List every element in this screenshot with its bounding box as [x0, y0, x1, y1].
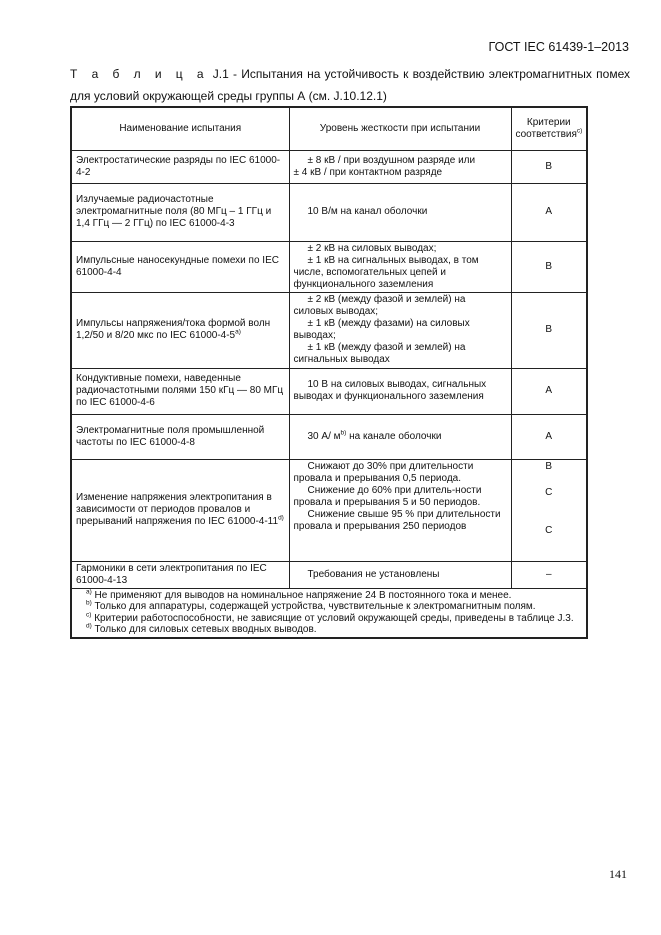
level-line: Требования не установлены: [307, 568, 440, 580]
test-level: [289, 292, 511, 368]
table-notes-row: [71, 588, 587, 638]
header-level: Уровень жесткости при испытании: [289, 107, 511, 150]
header-criteria: [511, 107, 587, 150]
test-name: Гармоники в сети электропитания по IEC 61000-4-13: [71, 561, 289, 588]
test-criteria: А: [511, 183, 587, 241]
caption-word-table: Т а б л и ц а: [70, 67, 209, 81]
footnote: [76, 601, 582, 613]
level-line: ± 1 кВ на сигнальных выводах, в том числе, вспомогательных цепей и функционального заземления: [293, 254, 479, 290]
footnote-text: Только для силовых сетевых вводных выводов.: [91, 624, 317, 635]
test-level: [289, 241, 511, 292]
test-name-text: Импульсы напряжения/тока формой волн 1,2/50 и 8/20 мкс по IEC 61000-4-5: [76, 318, 271, 341]
level-main: 30 А/ м: [307, 430, 341, 442]
table-row: [71, 241, 587, 292]
test-name: Импульсные наносекундные помехи по IEC 61000-4-4: [71, 241, 289, 292]
footnote: [76, 624, 582, 636]
footnote-mark: d): [86, 622, 92, 630]
test-criteria: А: [511, 368, 587, 414]
level-line: [294, 431, 507, 443]
level-line: ± 8 кВ / при воздушном разряде или: [307, 154, 476, 166]
table-header-row: [71, 107, 587, 150]
criteria-line: С: [545, 524, 553, 536]
test-name-sup: d): [278, 514, 284, 522]
footnote-mark: a): [86, 588, 92, 596]
test-name-sup: a): [235, 328, 241, 336]
standard-code: ГОСТ IEC 61439-1–2013: [488, 40, 629, 54]
test-name: Кондуктивные помехи, наведенные радиочастотными полями 150 кГц — 80 МГц по IEC 61000-4-6: [71, 368, 289, 414]
footnote-mark: b): [86, 599, 92, 607]
level-line: 10 В/м на канал оболочки: [307, 206, 428, 217]
level-line: ± 2 кВ (между фазой и землей) на силовых выводах;: [293, 294, 466, 317]
test-name: [71, 459, 289, 561]
test-criteria: В: [511, 241, 587, 292]
test-name: Излучаемые радиочастотные электромагнитные поля (80 МГц – 1 ГГц и 1,4 ГГц — 2 ГГц) по IEC 61000-4-3: [71, 183, 289, 241]
level-line: ± 1 кВ (между фазой и землей) на сигнальных выводах: [293, 342, 466, 365]
header-criteria-sup: c): [576, 127, 583, 135]
test-level: [289, 183, 511, 241]
footnote: [76, 590, 582, 602]
criteria-line: С: [545, 486, 553, 498]
footnote-mark: c): [86, 611, 92, 619]
test-name: Электромагнитные поля промышленной частоты по IEC 61000-4-8: [71, 414, 289, 459]
table-row: [71, 459, 587, 561]
test-criteria: В: [511, 292, 587, 368]
footnote-text: Не применяют для выводов на номинальное напряжение 24 В постоянного тока и менее.: [91, 589, 512, 601]
test-criteria: [511, 459, 587, 561]
table-row: [71, 414, 587, 459]
test-criteria: –: [511, 561, 587, 588]
test-level: [289, 414, 511, 459]
test-criteria: В: [511, 150, 587, 183]
level-line: Снижают до 30% при длительности провала и прерывания 0,5 периода.: [293, 460, 474, 484]
level-sup: b): [340, 429, 347, 437]
level-tail: на канале оболочки: [346, 430, 442, 442]
test-level: [289, 150, 511, 183]
footnote-text: Критерии работоспособности, не зависящие от условий окружающей среды, приведены в таблице J.3.: [91, 612, 574, 624]
test-name: Электростатические разряды по IEC 61000-4-2: [71, 150, 289, 183]
level-line: Снижение до 60% при длитель-ности провала и прерывания 5 и 50 периодов.: [293, 484, 482, 508]
footnote-text: Только для аппаратуры, содержащей устройства, чувствительные к электромагнитным полям.: [91, 601, 536, 612]
caption-text: J.1 - Испытания на устойчивость к воздействию электромагнитных помех для условий окружающей среды группы А (см. J.10.12.1): [70, 67, 630, 103]
footnote: [76, 613, 582, 625]
criteria-line: В: [545, 460, 553, 472]
emc-test-table: [70, 106, 588, 639]
table-row: [71, 183, 587, 241]
level-line: Снижение свыше 95 % при длительности провала и прерывания 250 периодов: [293, 508, 501, 532]
test-level: [289, 459, 511, 561]
test-level: [289, 561, 511, 588]
table-row: [71, 292, 587, 368]
level-line: ± 4 кВ / при контактном разряде: [293, 166, 443, 178]
table-row: [71, 150, 587, 183]
test-name: [71, 292, 289, 368]
test-criteria: А: [511, 414, 587, 459]
level-line: 10 В на силовых выводах, сигнальных выводах и функционального заземления: [293, 379, 487, 402]
page-number: 141: [609, 867, 627, 881]
table-row: [71, 368, 587, 414]
level-line: ± 2 кВ на силовых выводах;: [307, 242, 437, 254]
test-name-text: Изменение напряжения электропитания в зависимости от периодов провалов и прерываний напряжения по IEC 61000-4-11: [76, 492, 279, 527]
test-level: [289, 368, 511, 414]
header-criteria-text: Критерии соответствия: [515, 116, 577, 140]
table-caption: [70, 63, 630, 107]
table-row: [71, 561, 587, 588]
table-notes: [71, 588, 587, 638]
header-test: Наименование испытания: [71, 107, 289, 150]
level-line: ± 1 кВ (между фазами) на силовых выводах;: [293, 318, 470, 341]
